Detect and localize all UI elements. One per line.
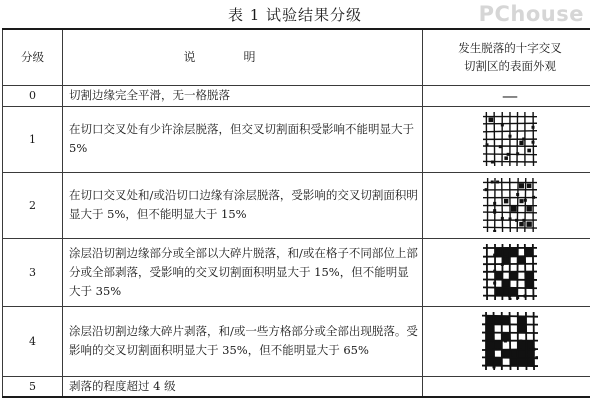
table-header-row [3, 29, 590, 85]
detached-square [510, 272, 518, 280]
chip-speck [496, 181, 499, 184]
chip-speck [491, 161, 494, 164]
chip-speck [491, 181, 494, 184]
description-cell [63, 106, 423, 172]
detached-square [527, 149, 531, 153]
header-appearance [423, 29, 590, 85]
crosscut-pattern-icon [483, 112, 537, 166]
cut-line [533, 244, 534, 300]
chip-speck [493, 209, 496, 212]
detached-square [519, 141, 523, 145]
crosscut-pattern-icon [483, 244, 537, 300]
detached-square [519, 222, 524, 227]
chip-speck [493, 270, 496, 273]
chip-speck [532, 141, 535, 144]
appearance-cell [423, 306, 590, 376]
header-grade: 分级 [3, 29, 63, 85]
chip-speck [507, 153, 510, 156]
chip-speck [493, 365, 496, 368]
cut-line [482, 366, 538, 367]
appearance-cell [423, 376, 590, 397]
cut-line [482, 349, 538, 350]
detached-square [526, 206, 531, 211]
detached-square [518, 349, 526, 357]
chip-speck [501, 263, 504, 266]
detached-square [511, 206, 517, 212]
chip-speck [501, 217, 504, 220]
chip-speck [486, 143, 489, 146]
description-text: 涂层沿切割边缘部分或全部以大碎片脱落，和/或在格子不同部位上部分或全部剥落，受影响的交叉切割面积明显大于 15%，但不能明显大于 35% [69, 245, 418, 298]
grade-cell: 0 [3, 85, 63, 106]
description-cell [63, 172, 423, 238]
appearance-cell [423, 85, 590, 106]
description-text: 剥落的程度超过 4 级 [69, 378, 176, 393]
chip-speck [508, 295, 511, 298]
description-cell [63, 85, 423, 106]
pchouse-watermark: PChouse [478, 2, 584, 26]
detached-square [502, 248, 510, 256]
table-row [3, 306, 590, 376]
detached-square [527, 222, 532, 227]
cut-line [517, 112, 518, 166]
header-appearance-line1: 发生脱落的十字交叉 [458, 41, 562, 56]
description-cell [63, 306, 423, 376]
cut-line [483, 227, 537, 228]
detached-square [525, 272, 533, 280]
detached-square [486, 333, 494, 341]
description-cell [63, 238, 423, 306]
appearance-cell [423, 172, 590, 238]
appearance-cell [423, 238, 590, 306]
table-row [3, 238, 590, 306]
chip-speck [493, 254, 496, 257]
crosscut-pattern-icon [483, 178, 537, 232]
cut-line [525, 178, 526, 232]
cut-line [517, 244, 518, 300]
chip-speck [522, 219, 525, 222]
cut-line [483, 154, 537, 155]
grade-cell: 1 [3, 106, 63, 172]
chip-speck [532, 196, 535, 199]
detached-square [510, 248, 518, 256]
chip-speck [509, 135, 512, 138]
chip-speck [509, 298, 512, 300]
cut-line [525, 244, 526, 300]
header-description: 说明 [63, 29, 423, 85]
detached-square [525, 248, 533, 256]
crosscut-pattern-icon [482, 312, 538, 370]
description-cell [63, 376, 423, 397]
table-row [3, 172, 590, 238]
cut-line [482, 357, 538, 358]
header-appearance-line2: 切割区的表面外观 [464, 59, 556, 74]
grade-cell: 3 [3, 238, 63, 306]
detached-square [504, 199, 508, 203]
chip-speck [532, 126, 535, 129]
table-row [3, 376, 590, 397]
description-text: 涂层沿切割边缘大碎片剥落，和/或一些方格部分或全部出现脱落。受影响的交叉切割面积明显大于 35%，但不能明显大于 65% [69, 324, 418, 357]
table-row [3, 106, 590, 172]
detached-square [519, 183, 524, 188]
chip-speck [524, 199, 527, 202]
grade-cell: 4 [3, 306, 63, 376]
chip-speck [501, 320, 504, 323]
grade-cell: 5 [3, 376, 63, 397]
detached-square [519, 199, 523, 203]
chip-speck [509, 217, 512, 220]
chip-speck [516, 193, 519, 196]
chip-speck [501, 123, 504, 126]
chip-speck [493, 202, 496, 205]
description-text: 在切口交叉处和/或沿切口边缘有涂层脱落，受影响的交叉切割面积明显大于 5%，但不能明显大于 15% [69, 188, 418, 221]
detached-square [518, 324, 526, 332]
appearance-dash: — [502, 86, 518, 105]
cut-line [483, 212, 537, 213]
detached-square [504, 156, 508, 160]
description-text: 切割边缘完全平滑，无一格脱落 [69, 88, 230, 102]
detached-square [489, 118, 494, 123]
chip-speck [535, 356, 538, 359]
detached-square [494, 358, 502, 366]
chip-speck [499, 145, 502, 148]
detached-square [527, 184, 532, 189]
results-grading-table [2, 28, 590, 398]
cut-line [517, 178, 518, 232]
cut-line [483, 287, 537, 288]
detached-square [502, 349, 510, 357]
chip-speck [519, 340, 522, 343]
chip-speck [515, 219, 518, 222]
table-row [3, 85, 590, 106]
chip-speck [516, 296, 519, 299]
appearance-cell [423, 106, 590, 172]
chip-speck [504, 340, 507, 343]
chip-speck [524, 295, 527, 298]
detached-square [510, 349, 518, 357]
detached-square [494, 341, 502, 349]
cut-line [526, 312, 527, 370]
chip-speck [532, 348, 535, 351]
table-title: 表 1 试验结果分级 [227, 6, 363, 24]
chip-speck [493, 282, 496, 285]
chip-speck [493, 230, 496, 232]
chip-speck [522, 138, 525, 141]
description-text: 在切口交叉处有少许涂层脱落，但交叉切割面积受影响不能明显大于 5% [69, 122, 414, 155]
chip-speck [485, 188, 488, 191]
detached-square [525, 280, 533, 288]
chip-speck [516, 152, 519, 155]
detached-square [486, 341, 494, 349]
grade-cell: 2 [3, 172, 63, 238]
